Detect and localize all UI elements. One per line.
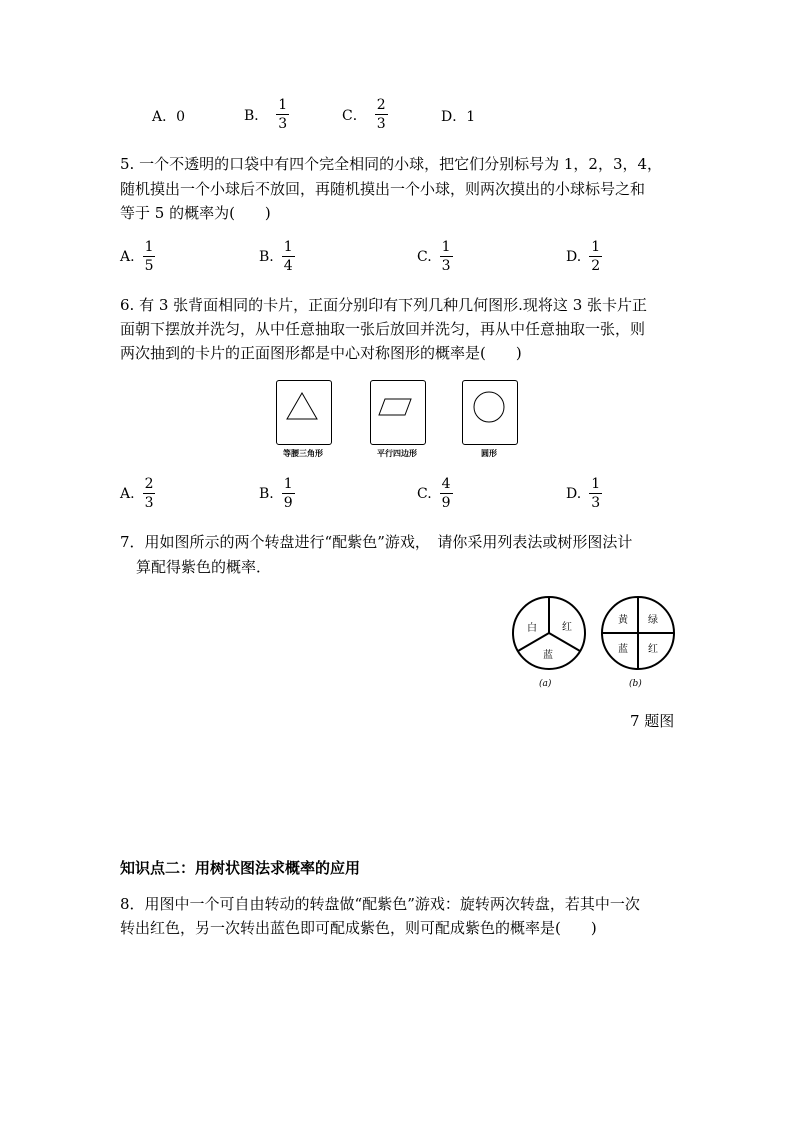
q4-option-d (441, 106, 475, 126)
option-prefix: A. (120, 248, 135, 265)
fraction-denominator: 9 (283, 495, 293, 511)
fraction-numerator: 2 (144, 476, 154, 492)
q8-line-2: 转出红色，另一次转出蓝色即可配成紫色，则可配成紫色的概率是( ) (120, 919, 597, 937)
spinner-b-label: 绿 (648, 615, 658, 626)
spinner-b-caption: (b) (629, 679, 642, 689)
option-prefix: B. (259, 485, 274, 502)
spinners-figure (508, 592, 688, 692)
q4-option-b-prefix: B． (244, 107, 269, 124)
q4-option-c-prefix: C． (342, 107, 367, 124)
option-fraction (589, 239, 602, 274)
q8-line-1: 8．用图中一个可自由转动的转盘做“配紫色”游戏：旋转两次转盘，若其中一次 (120, 895, 640, 913)
figure-caption: 7 题图 (630, 712, 675, 730)
fraction-numerator: 1 (441, 239, 451, 255)
spinner-b-label: 红 (648, 644, 658, 655)
q6-option-b (259, 476, 295, 511)
option-fraction (440, 476, 453, 511)
option-fraction (589, 476, 602, 511)
q6-option-a (120, 476, 155, 511)
card-parallelogram (370, 380, 426, 445)
q4-option-b (244, 97, 289, 132)
circle-icon (463, 381, 517, 444)
section-title: 知识点二：用树状图法求概率的应用 (120, 859, 361, 877)
fraction-denominator: 3 (144, 495, 154, 511)
q6-line-2: 面朝下摆放并洗匀，从中任意抽取一张后放回并洗匀，再从中任意抽取一张，则 (120, 320, 646, 338)
fraction-numerator: 1 (144, 239, 154, 255)
q4-option-a (152, 106, 185, 126)
q4-option-c (342, 97, 388, 132)
q4-option-a-text: A．0 (152, 109, 186, 125)
card-triangle (276, 380, 332, 445)
option-prefix: B. (259, 248, 274, 265)
fraction-denominator: 9 (441, 495, 451, 511)
spinner-b (602, 597, 674, 689)
q6-option-d (566, 476, 602, 511)
fraction-numerator: 1 (278, 97, 288, 113)
fraction-denominator: 3 (278, 116, 288, 132)
option-prefix: C. (417, 485, 432, 502)
spinner-a-label: 红 (562, 622, 572, 633)
q4-option-b-fraction (276, 97, 289, 132)
fraction-denominator: 2 (591, 258, 601, 274)
card-circle (462, 380, 518, 445)
spinner-a (513, 597, 585, 689)
option-fraction (440, 239, 453, 274)
parallelogram-icon (371, 381, 425, 444)
option-fraction (282, 239, 295, 274)
option-prefix: C. (417, 248, 432, 265)
q4-option-d-text: D．1 (441, 109, 476, 125)
q5-line-1: 5. 一个不透明的口袋中有四个完全相同的小球，把它们分别标号为 1，2，3，4， (120, 155, 663, 173)
fraction-denominator: 4 (283, 258, 293, 274)
card-label-circle: 圆形 (481, 449, 497, 458)
q5-option-c (417, 239, 453, 274)
fraction-denominator: 5 (144, 258, 154, 274)
card-label-parallelogram: 平行四边形 (377, 449, 417, 458)
spinner-b-label: 蓝 (618, 644, 628, 655)
q5-line-2: 随机摸出一个小球后不放回，再随机摸出一个小球，则两次摸出的小球标号之和 (120, 180, 646, 198)
fraction-denominator: 3 (376, 116, 386, 132)
q5-line-3: 等于 5 的概率为( ) (120, 204, 271, 222)
q6-line-3: 两次抽到的卡片的正面图形都是中心对称图形的概率是( ) (120, 344, 522, 362)
q5-option-b (259, 239, 295, 274)
q7-line-1: 7．用如图所示的两个转盘进行“配紫色”游戏， 请你采用列表法或树形图法计 (120, 533, 633, 551)
q7-line-2: 算配得紫色的概率． (136, 558, 272, 576)
q6-line-1: 6. 有 3 张背面相同的卡片，正面分别印有下列几种几何图形.现将这 3 张卡片正 (120, 296, 648, 314)
spinner-a-label: 白 (527, 623, 537, 634)
option-fraction (143, 239, 156, 274)
spinner-a-caption: (a) (539, 679, 552, 689)
spinner-a-label: 蓝 (543, 650, 553, 661)
spinner-b-label: 黄 (618, 615, 628, 626)
option-fraction (143, 476, 156, 511)
fraction-numerator: 1 (283, 239, 293, 255)
card-label-triangle: 等腰三角形 (283, 449, 323, 458)
q5-option-d (566, 239, 602, 274)
q4-option-c-fraction (375, 97, 388, 132)
fraction-denominator: 3 (591, 495, 601, 511)
fraction-numerator: 4 (441, 476, 451, 492)
option-fraction (282, 476, 295, 511)
q6-option-c (417, 476, 453, 511)
fraction-numerator: 2 (376, 97, 386, 113)
fraction-denominator: 3 (441, 258, 451, 274)
option-prefix: A. (120, 485, 135, 502)
q5-option-a (120, 239, 155, 274)
fraction-numerator: 1 (591, 476, 601, 492)
triangle-icon (277, 381, 331, 444)
option-prefix: D. (566, 248, 582, 265)
fraction-numerator: 1 (591, 239, 601, 255)
fraction-numerator: 1 (283, 476, 293, 492)
option-prefix: D. (566, 485, 582, 502)
